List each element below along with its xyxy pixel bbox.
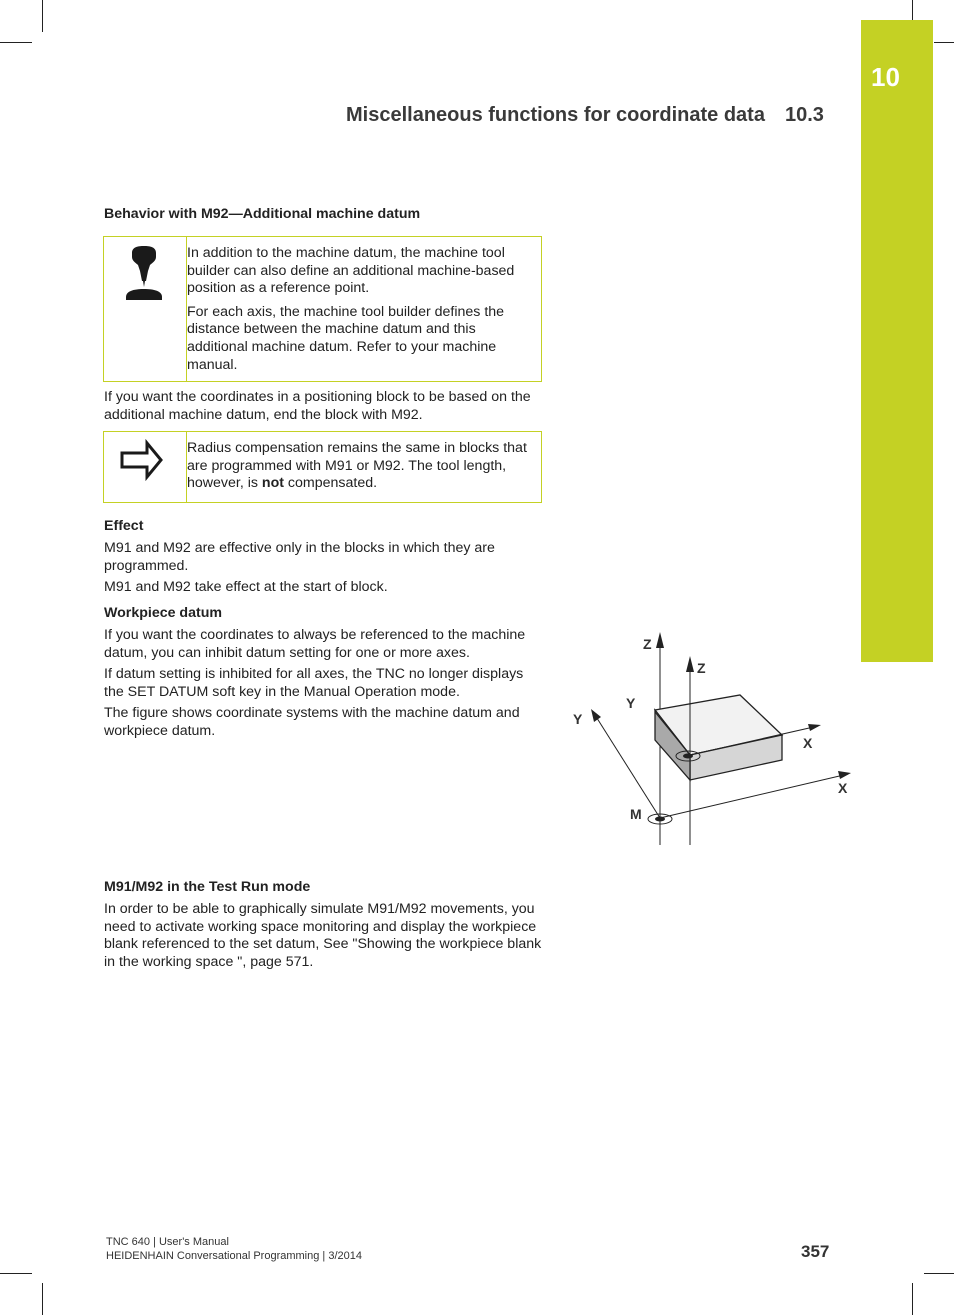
workpiece-heading: Workpiece datum [104, 605, 222, 621]
crop-mark [924, 1273, 954, 1274]
machine-tool-builder-icon [104, 237, 186, 317]
workpiece-z-arrow [686, 656, 694, 672]
workpiece-x-arrow [808, 724, 821, 731]
crop-mark [42, 0, 43, 32]
testrun-heading: M91/M92 in the Test Run mode [104, 879, 311, 895]
effect-heading: Effect [104, 518, 144, 534]
effect-paragraph: M91 and M92 take effect at the start of block. [104, 579, 388, 595]
note-box-machine-builder [103, 236, 542, 382]
arrow-right-icon [104, 432, 186, 492]
m92-body: If you want the coordinates in a positioning block to be based on the additional machine datum, end the block with M92. [104, 389, 531, 423]
label-m: M [630, 806, 642, 822]
chapter-number: 10 [871, 62, 900, 92]
m92-heading: Behavior with M92—Additional machine datum [104, 206, 421, 222]
note2-body [187, 440, 535, 499]
machine-y-axis [595, 715, 660, 818]
note-box-radius [103, 431, 542, 503]
machine-x-axis [660, 774, 848, 818]
note2-text: Radius compensation remains the same in blocks that are programmed with M91 or M92. The tool length, however, is [187, 440, 527, 492]
label-z-workpiece: Z [697, 660, 706, 676]
crop-mark [0, 1273, 32, 1274]
workpiece-paragraph: The figure shows coordinate systems with the machine datum and workpiece datum. [104, 705, 520, 739]
testrun-paragraph: In order to be able to graphically simulate M91/M92 movements, you need to activate working space monitoring and display the workpiece blank referenced to the set datum, See "Showing the workpiece blank in the working space ", page 571. [104, 901, 542, 970]
crop-mark [0, 42, 32, 43]
note-icon-cell [104, 432, 187, 502]
crop-mark [934, 42, 954, 43]
footer [106, 1236, 362, 1263]
machine-y-arrow [591, 709, 601, 722]
label-y-machine: Y [573, 711, 583, 727]
effect-paragraph: M91 and M92 are effective only in the blocks in which they are programmed. [104, 540, 495, 574]
note1-body [187, 245, 535, 380]
workpiece-paragraph: If datum setting is inhibited for all axes, the TNC no longer displays the SET DATUM soft key in the Manual Operation mode. [104, 666, 524, 700]
crop-mark [912, 1283, 913, 1315]
machine-x-arrow [838, 771, 851, 779]
page-header [346, 104, 824, 127]
workpiece-datum-center [683, 754, 693, 759]
datum-figure [560, 625, 860, 850]
chapter-tab [861, 20, 933, 662]
label-x-machine: X [838, 780, 848, 796]
machine-z-arrow [656, 632, 664, 648]
note1-paragraph: In addition to the machine datum, the machine tool builder can also define an additional machine-based position as a reference point. [187, 245, 515, 297]
crop-mark [912, 0, 913, 20]
label-x-workpiece: X [803, 735, 813, 751]
machine-datum-center [655, 817, 665, 822]
note2-bold: not [261, 475, 284, 492]
label-y-workpiece: Y [626, 695, 636, 711]
footer-line: TNC 640 | User's Manual [106, 1236, 229, 1248]
header-section: 10.3 [784, 104, 824, 126]
note1-paragraph: For each axis, the machine tool builder defines the distance between the machine datum and this additional machine datum. Refer to your machine manual. [187, 303, 505, 373]
workpiece-paragraph: If you want the coordinates to always be referenced to the machine datum, you can inhibit datum setting for one or more axes. [104, 627, 526, 661]
footer-line: HEIDENHAIN Conversational Programming | 3/2014 [106, 1249, 362, 1262]
crop-mark [42, 1283, 43, 1315]
note-icon-cell [104, 237, 187, 381]
note2-text: compensated. [283, 475, 378, 492]
label-z-machine: Z [643, 636, 652, 652]
page-number: 357 [801, 1242, 830, 1261]
header-title: Miscellaneous functions for coordinate data [346, 104, 765, 126]
